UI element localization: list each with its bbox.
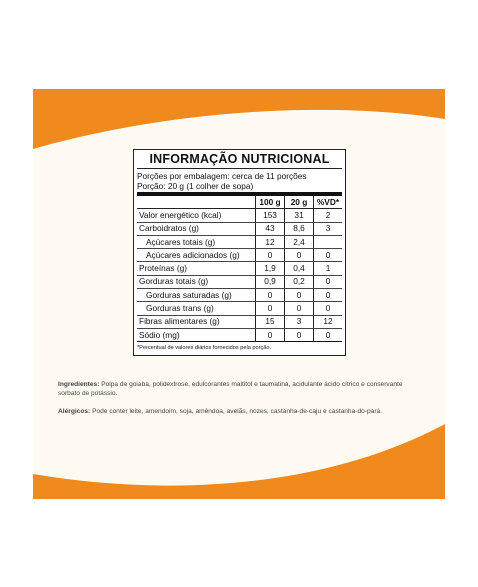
product-panel [33,89,445,499]
value-vd: 12 [314,315,343,328]
value-100g: 153 [256,209,285,222]
nutrition-footnote: *Percentual de valores diários fornecidos pela porção. [137,345,272,352]
value-100g: 12 [256,235,285,248]
nutrient-name: Carboidratos (g) [137,222,256,235]
value-vd [314,235,343,248]
value-vd: 0 [314,275,343,288]
value-100g: 1,9 [256,262,285,275]
value-vd: 0 [314,302,343,315]
value-vd: 3 [314,222,343,235]
nutrition-row [137,302,342,315]
value-20g: 3 [285,315,314,328]
nutrition-row [137,289,342,302]
value-20g: 0 [285,249,314,262]
value-100g: 43 [256,222,285,235]
nutrition-facts-label [133,149,346,356]
portion-size: Porção: 20 g (1 colher de sopa) [137,181,254,191]
nutrition-row [137,249,342,262]
nutrition-table [137,196,342,342]
nutrition-row [137,328,342,341]
value-vd: 1 [314,262,343,275]
ingredients-text [58,380,422,398]
header-vd: %VD* [314,196,343,209]
nutrient-name: Gorduras saturadas (g) [137,289,256,302]
nutrient-name: Açúcares adicionados (g) [137,249,256,262]
nutrient-name: Açúcares totais (g) [137,235,256,248]
header-100g: 100 g [256,196,285,209]
nutrition-row [137,262,342,275]
header-20g: 20 g [285,196,314,209]
value-vd: 0 [314,289,343,302]
nutrition-row [137,222,342,235]
value-20g: 0 [285,289,314,302]
nutrient-name: Fibras alimentares (g) [137,315,256,328]
allergens-list: Pode conter leite, amendoim, soja, amêndoa, avelãs, nozes, castanha-de-caju e castanha-do-pará. [90,408,383,415]
servings-per-package: Porções por embalagem: cerca de 11 porções [137,171,307,181]
value-20g: 8,6 [285,222,314,235]
value-100g: 0 [256,302,285,315]
nutrition-table-header [137,196,342,209]
value-20g: 0,4 [285,262,314,275]
nutrition-title: INFORMAÇÃO NUTRICIONAL [137,152,342,169]
nutrient-name: Proteínas (g) [137,262,256,275]
value-100g: 0 [256,328,285,341]
nutrition-row [137,275,342,288]
value-vd: 0 [314,249,343,262]
value-20g: 2,4 [285,235,314,248]
allergens-text [58,407,422,416]
nutrition-row [137,315,342,328]
nutrient-name: Sódio (mg) [137,328,256,341]
value-100g: 0 [256,289,285,302]
ingredients-list: Polpa de goiaba, polidextrose, edulcorantes maltitol e taumatina, acidulante ácido cítrico e conservante sorbato de potássio. [58,381,403,397]
ingredients-heading: Ingredientes: [58,381,100,388]
value-20g: 0 [285,328,314,341]
nutrition-row [137,235,342,248]
value-100g: 15 [256,315,285,328]
value-vd: 0 [314,328,343,341]
nutrient-name: Gorduras totais (g) [137,275,256,288]
value-20g: 31 [285,209,314,222]
allergens-heading: Alérgicos: [58,408,91,415]
nutrient-name: Valor energético (kcal) [137,209,256,222]
value-20g: 0 [285,302,314,315]
value-vd: 2 [314,209,343,222]
header-nutrient [137,196,256,209]
nutrient-name: Gorduras trans (g) [137,302,256,315]
value-100g: 0,9 [256,275,285,288]
value-20g: 0,2 [285,275,314,288]
value-100g: 0 [256,249,285,262]
nutrition-row [137,209,342,222]
